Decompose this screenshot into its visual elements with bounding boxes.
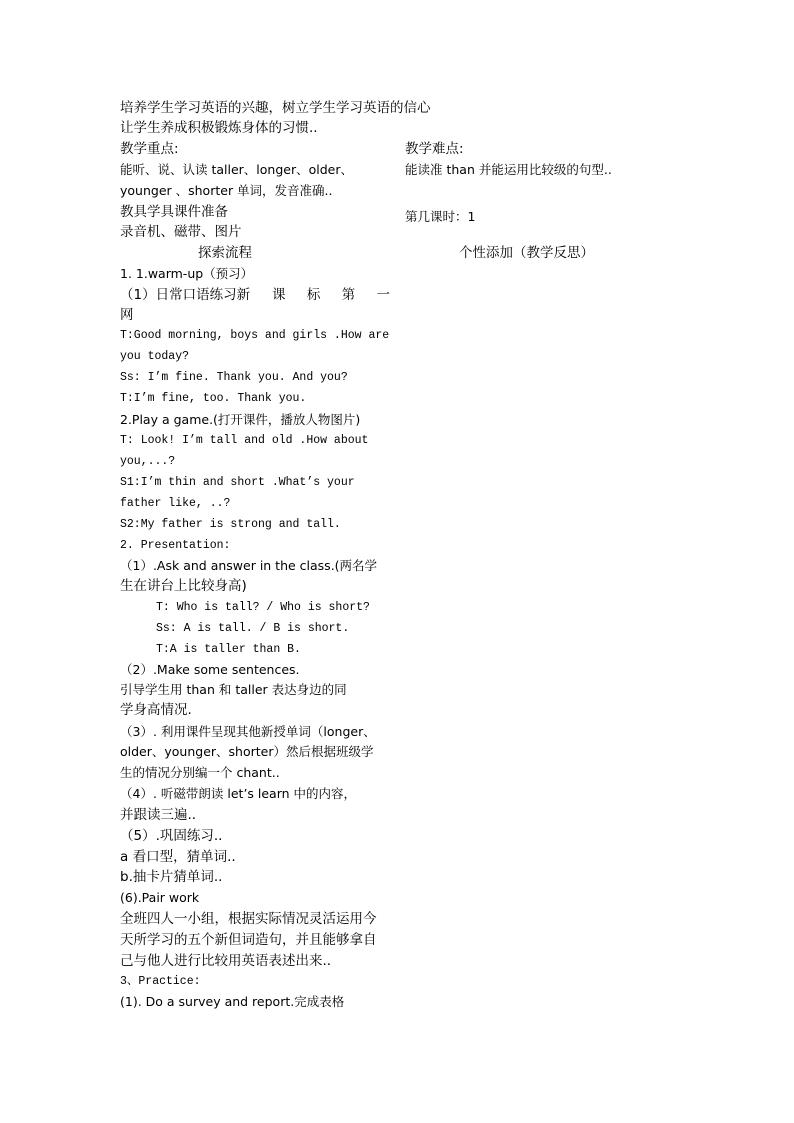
presentation-1-q2: Ss: A is tall. / B is short. [156, 622, 350, 635]
practice-item-1: (1). Do a survey and report.完成表格 [120, 994, 345, 1009]
spaced-char: 一 [376, 287, 390, 303]
presentation-1b: 生在讲台上比较身高) [120, 578, 247, 594]
game-student-1a: S1:I’m thin and short .What’s your [120, 476, 355, 489]
game-teacher-1a: T: Look! I’m tall and old .How about [120, 434, 369, 447]
warmup-title: 1. 1.warm-up（预习） [120, 266, 254, 281]
presentation-5b: a 看口型，猜单词.. [120, 849, 236, 865]
presentation-6a: (6).Pair work [120, 890, 200, 905]
materials-items: 录音机、磁带、图片 [120, 224, 242, 240]
practice-title: 3、Practice: [120, 975, 201, 988]
presentation-5c: b.抽卡片猜单词.. [120, 869, 223, 885]
difficulty-text: 能读准 than 并能运用比较级的句型.. [405, 162, 612, 177]
focus-line-2: younger 、shorter 单词，发音准确.. [120, 183, 333, 198]
goal-exercise: 让学生养成积极锻炼身体的习惯.. [120, 120, 318, 136]
presentation-3b: older、younger、shorter）然后根据班级学 [120, 744, 374, 759]
presentation-4a: （4）. 听磁带朗读 let’s learn 中的内容， [120, 786, 357, 801]
focus-line-1: 能听、说、认读 taller、longer、older、 [120, 162, 354, 177]
presentation-6b: 全班四人一小组，根据实际情况灵活运用今 [120, 911, 377, 927]
dialog-line-3: T:I’m fine, too. Thank you. [120, 392, 307, 405]
difficulty-label: 教学难点: [405, 141, 464, 157]
warmup-item-1-end: 网 [120, 307, 134, 323]
presentation-1-q3: T:A is taller than B. [156, 643, 301, 656]
presentation-2b: 引导学生用 than 和 taller 表达身边的同 [120, 682, 347, 697]
presentation-2a: （2）.Make some sentences. [120, 662, 300, 677]
game-line: 2.Play a game.(打开课件，播放人物图片) [120, 412, 361, 427]
presentation-6d: 己与他人进行比较用英语表述出来.. [120, 953, 332, 969]
presentation-6c: 天所学习的五个新但词造句，并且能够拿自 [120, 932, 377, 948]
game-student-2: S2:My father is strong and tall. [120, 518, 341, 531]
game-student-1b: father like, ..? [120, 497, 231, 510]
dialog-line-1a: T:Good morning, boys and girls .How are [120, 329, 390, 342]
presentation-3a: （3）. 利用课件呈现其他新授单词（longer、 [120, 724, 376, 739]
dialog-line-1b: you today? [120, 350, 190, 363]
presentation-3c: 生的情况分别编一个 chant.. [120, 765, 280, 780]
focus-label: 教学重点: [120, 141, 179, 157]
warmup-item-1 [120, 285, 250, 305]
presentation-1-q1: T: Who is tall? / Who is short? [156, 601, 370, 614]
spaced-char: 第 [341, 287, 356, 303]
materials-label: 教具学具课件准备 [120, 204, 228, 220]
goal-interest: 培养学生学习英语的兴趣，树立学生学习英语的信心 [120, 100, 431, 116]
presentation-5a: （5）.巩固练习.. [120, 828, 223, 844]
presentation-2c: 学身高情况. [120, 702, 192, 718]
presentation-title: 2. Presentation: [120, 539, 231, 552]
spaced-char: 标 [306, 287, 321, 303]
presentation-1a: （1）.Ask and answer in the class.(两名学 [120, 558, 378, 573]
warmup-item-1-text: （1）日常口语练习新 [120, 287, 251, 303]
column-header-flow: 探索流程 [198, 245, 252, 261]
spaced-char: 课 [272, 287, 286, 303]
lesson-count: 第几课时：1 [405, 209, 476, 224]
presentation-4b: 并跟读三遍.. [120, 807, 197, 823]
warmup-item-1-spaced [272, 285, 390, 305]
column-header-reflection: 个性添加（教学反思） [459, 245, 594, 261]
game-teacher-1b: you,...? [120, 455, 176, 468]
dialog-line-2: Ss: I’m fine. Thank you. And you? [120, 371, 348, 384]
